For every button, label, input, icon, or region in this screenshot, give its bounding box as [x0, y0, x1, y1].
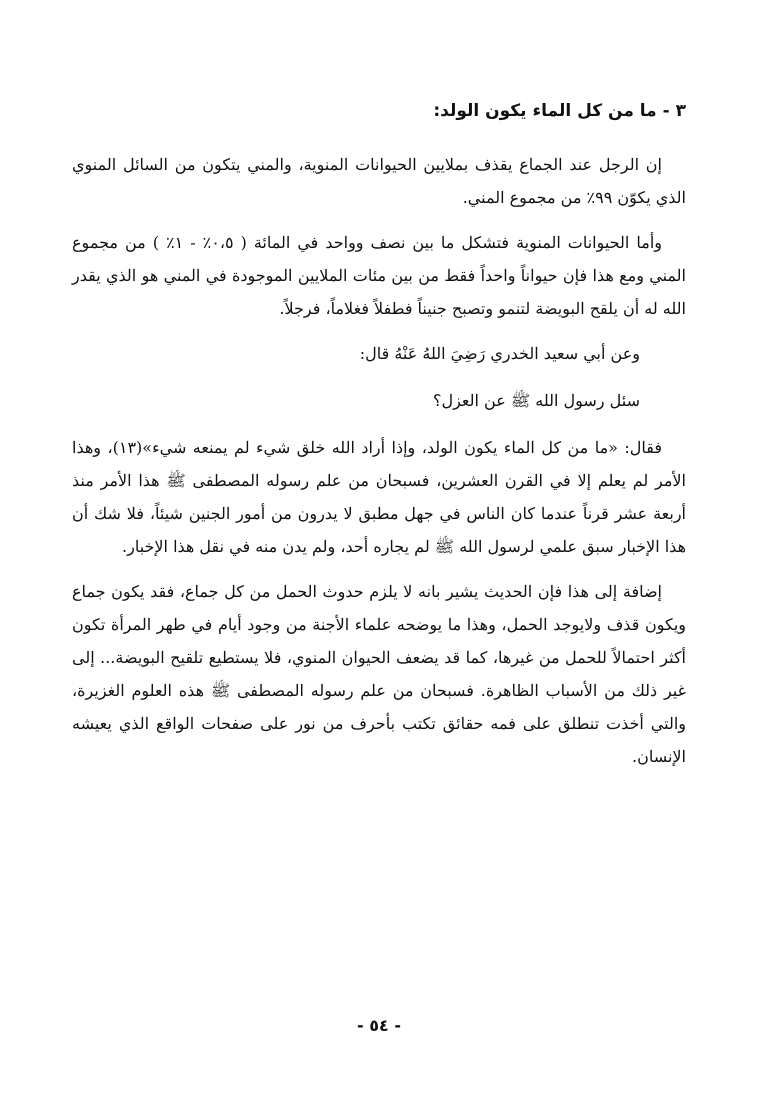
paragraph-2: وأما الحيوانات المنوية فتشكل ما بين نصف وواحد في المائة ( ٠،٥٪ - ١٪ ) من مجموع المني ومع هذا فإن حيواناً واحداً فقط من بين مئات الملايين الموجودة في المني هو الذي يقدر الله له أن يلقح البويضة لتنمو وتصبح جنيناً فطفلاً فغلاماً، فرجلاً.	[72, 233, 686, 318]
paragraph-hadith: فقال: «ما من كل الماء يكون الولد، وإذا أراد الله خلق شيء لم يمنعه شيء»(١٣)، وهذا الأمر لم يعلم إلا في القرن العشرين، فسبحان من علم رسوله المصطفى ﷺ هذا الأمر منذ أربعة عشر قرناً عندما كان الناس في جهل مطبق لا يدرون من أمور الجنين شيئاً، فلا شك أن هذا الإخبار سبق علمي لرسول الله ﷺ لم يجاره أحد، ولم يدن منه في نقل هذا الإخبار.	[72, 438, 686, 556]
page-number: - ٥٤ -	[357, 1016, 401, 1035]
paragraph-4: إضافة إلى هذا فإن الحديث يشير بانه لا يلزم حدوث الحمل من كل جماع، فقد يكون جماع ويكون قذف ولايوجد الحمل، وهذا ما يوضحه علماء الأجنة من وجود أيام في طهر المرأة تكون أكثر احتمالاً للحمل من غيرها، كما قد يضعف الحيوان المنوي، فلا يستطيع تلقيح البويضة... إلى غير ذلك من الأسباب الظاهرة. فسبحان من علم رسوله المصطفى ﷺ هذه العلوم الغزيرة، والتي أخذت تنطلق على فمه حقائق تكتب بأحرف من نور على صفحات الواقع الذي يعيشه الإنسان.	[72, 582, 687, 766]
paragraph-1: إن الرجل عند الجماع يقذف بملايين الحيوانات المنوية، والمني يتكون من السائل المنوي الذي يكوّن ٩٩٪ من مجموع المني.	[72, 155, 686, 207]
section-heading: ٣ - ما من كل الماء يكون الولد:	[433, 101, 686, 121]
page-content	[72, 96, 686, 785]
narration-intro: وعن أبي سعيد الخدري رَضِيَ اللهُ عَنْهُ قال:	[359, 344, 640, 363]
narration-question: سئل رسول الله ﷺ عن العزل؟	[432, 391, 640, 410]
